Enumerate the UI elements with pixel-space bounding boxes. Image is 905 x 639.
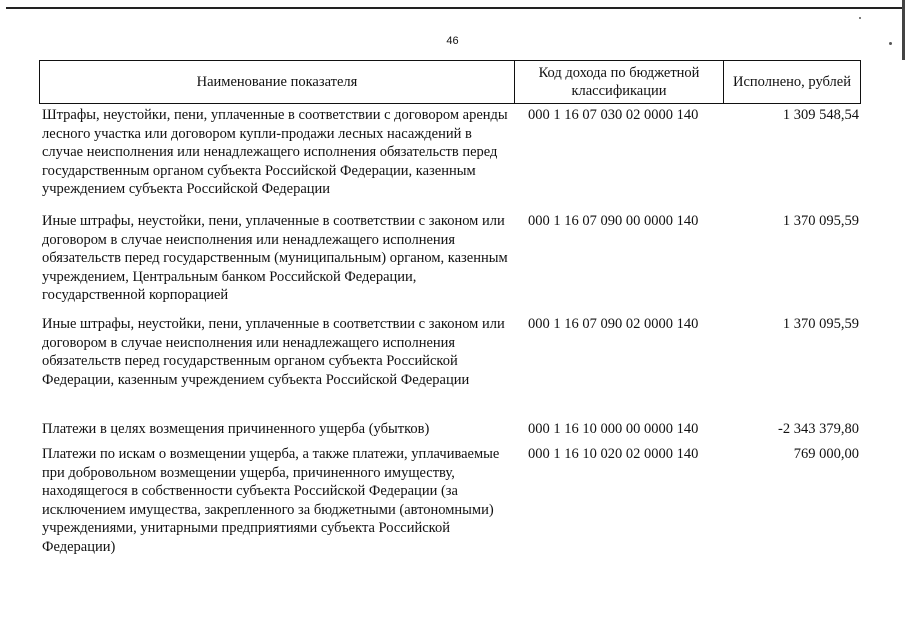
- table-header: [39, 60, 861, 104]
- row-name: Платежи в целях возмещения причиненного ущерба (убытков): [42, 421, 430, 437]
- top-scan-line: [6, 7, 905, 9]
- row-code: 000 1 16 07 090 00 0000 140: [528, 213, 699, 229]
- row-code: 000 1 16 10 020 02 0000 140: [528, 446, 699, 462]
- row-name: Иные штрафы, неустойки, пени, уплаченные в соответствии с законом или договором в случае неисполнения или ненадлежащего исполнения обязательств перед государственным органом субъекта Российской Федерации, казенным учреждением субъекта Российской Федерации: [42, 316, 505, 388]
- row-code: 000 1 16 07 090 02 0000 140: [528, 316, 699, 332]
- row-amount: 1 370 095,59: [782, 213, 859, 229]
- header-code-column: Код дохода по бюджетной классификации: [515, 61, 724, 104]
- row-amount: 1 309 548,54: [782, 107, 859, 123]
- row-name: Штрафы, неустойки, пени, уплаченные в соответствии с договором аренды лесного участка или договором купли-продажи лесных насаждений в случае неисполнения или ненадлежащего исполнения обязательств перед государственным органом субъекта Российской Федерации, казенным учреждением субъекта Российской Федерации: [42, 107, 508, 198]
- header-name-column: Наименование показателя: [40, 61, 515, 104]
- header-amount-column: Исполнено, рублей: [724, 61, 861, 104]
- row-amount: -2 343 379,80: [778, 421, 859, 437]
- row-amount: 769 000,00: [793, 446, 859, 462]
- row-name: Иные штрафы, неустойки, пени, уплаченные в соответствии с законом или договором в случае неисполнения или ненадлежащего исполнения обязательств перед государственным (муниципальным) органом, казенным учреждением, Центральным банком Российской Федерации, государственной корпорацией: [42, 213, 508, 304]
- scan-speck: [859, 17, 861, 19]
- row-code: 000 1 16 10 000 00 0000 140: [528, 421, 699, 437]
- row-code: 000 1 16 07 030 02 0000 140: [528, 107, 699, 123]
- row-amount: 1 370 095,59: [782, 316, 859, 332]
- page-number: 46: [446, 35, 459, 47]
- row-name: Платежи по искам о возмещении ущерба, а также платежи, уплачиваемые при добровольном возмещении ущерба, причиненного имуществу, находящегося в собственности субъекта Российской Федерации (за исключением имущества, закрепленного за бюджетными (автономными) учреждениями, унитарными предприятиями субъекта Российской Федерации): [42, 446, 500, 555]
